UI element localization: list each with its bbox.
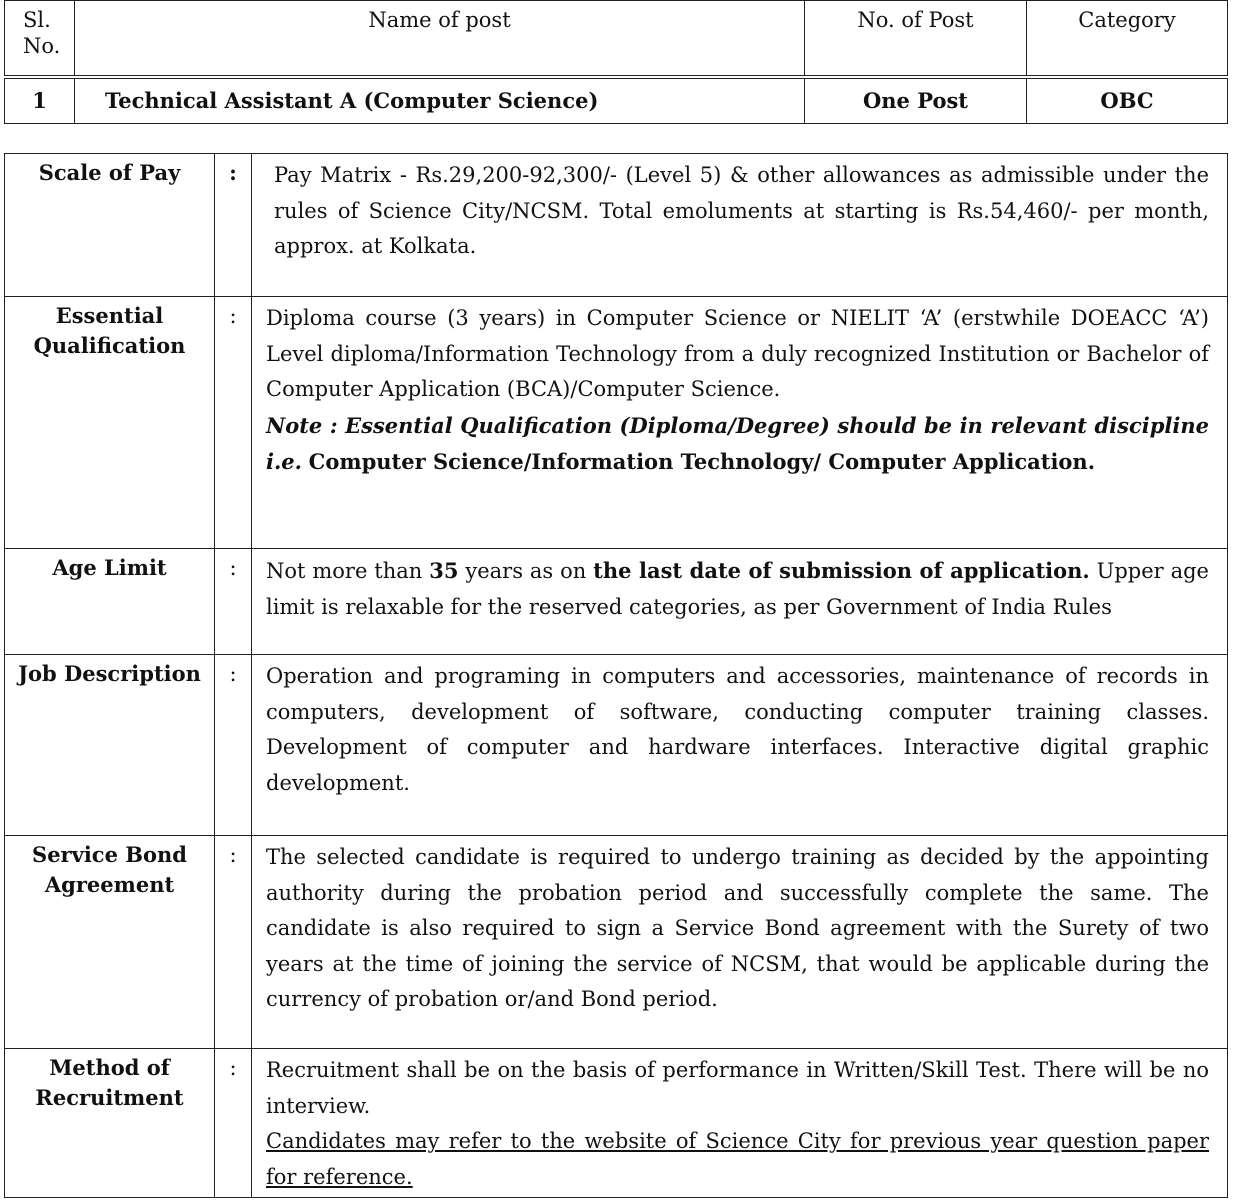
post-table-header <box>5 1 1228 78</box>
job-description-row <box>5 655 1228 836</box>
age-text-3: Upper age limit is relaxable for the reserved categories, as per Government of India Rules <box>266 559 1209 619</box>
header-no-of-post: No. of Post <box>805 1 1027 78</box>
age-bold-text: the last date of submission of application. <box>593 558 1090 583</box>
method-of-recruitment-label: Method of Recruitment <box>5 1049 215 1198</box>
colon: : <box>215 836 252 1049</box>
service-bond-row <box>5 836 1228 1049</box>
method-of-recruitment-content <box>252 1049 1228 1198</box>
colon: : <box>215 655 252 836</box>
row-sl: 1 <box>5 77 75 124</box>
essential-qualification-text: Diploma course (3 years) in Computer Science or NIELIT ‘A’ (erstwhile DOEACC ‘A’) Level diploma/Information Technology from a duly recognized Institution or Bachelor of Computer Application (BCA)/Computer Science. <box>266 306 1209 401</box>
age-text-1: Not more than <box>266 559 423 583</box>
colon: : <box>215 297 252 549</box>
scale-of-pay-label: Scale of Pay <box>5 154 215 297</box>
age-text-2: years as on <box>465 559 587 583</box>
job-description-label: Job Description <box>5 655 215 836</box>
essential-qualification-label: Essential Qualification <box>5 297 215 549</box>
essential-qualification-row <box>5 297 1228 549</box>
age-limit-row <box>5 549 1228 655</box>
essential-qualification-content <box>252 297 1228 549</box>
service-bond-label: Service Bond Agreement <box>5 836 215 1049</box>
age-limit-label: Age Limit <box>5 549 215 655</box>
recruitment-reference-note: Candidates may refer to the website of Science City for previous year question paper for reference. <box>266 1129 1209 1189</box>
header-category: Category <box>1027 1 1228 78</box>
scale-of-pay-text: Pay Matrix - Rs.29,200-92,300/- (Level 5) & other allowances as admissible under the rules of Science City/NCSM. Total emoluments at starting is Rs.54,460/- per month, approx. at Kolkata. <box>252 154 1228 297</box>
colon: : <box>215 154 252 297</box>
age-value: 35 <box>429 558 459 583</box>
colon: : <box>215 1049 252 1198</box>
qualification-note <box>266 408 1209 481</box>
row-post-count: One Post <box>805 77 1027 124</box>
colon: : <box>215 549 252 655</box>
header-name-of-post: Name of post <box>75 1 805 78</box>
details-table <box>4 153 1228 1198</box>
row-category: OBC <box>1027 77 1228 124</box>
note-bold: Computer Science/Information Technology/ Computer Application. <box>308 449 1096 474</box>
recruitment-text: Recruitment shall be on the basis of performance in Written/Skill Test. There will be no interview. <box>266 1058 1209 1118</box>
note-italic: Note : Essential Qualification (Diploma/Degree) should be in relevant discipline i.e. <box>266 412 1209 474</box>
post-table <box>4 0 1228 124</box>
service-bond-text: The selected candidate is required to undergo training as decided by the appointing authority during the probation period and successfully complete the same. The candidate is also required to sign a Service Bond agreement with the Surety of two years at the time of joining the service of NCSM, that would be applicable during the currency of probation or/and Bond period. <box>252 836 1228 1049</box>
row-post-name: Technical Assistant A (Computer Science) <box>75 77 805 124</box>
header-sl-no: Sl. No. <box>5 1 75 78</box>
job-description-text: Operation and programing in computers and accessories, maintenance of records in computers, development of software, conducting computer training classes. Development of computer and hardware interfaces. Interactive digital graphic development. <box>252 655 1228 836</box>
age-limit-content <box>252 549 1228 655</box>
method-of-recruitment-row <box>5 1049 1228 1198</box>
scale-of-pay-row <box>5 154 1228 297</box>
table-row <box>5 77 1228 124</box>
